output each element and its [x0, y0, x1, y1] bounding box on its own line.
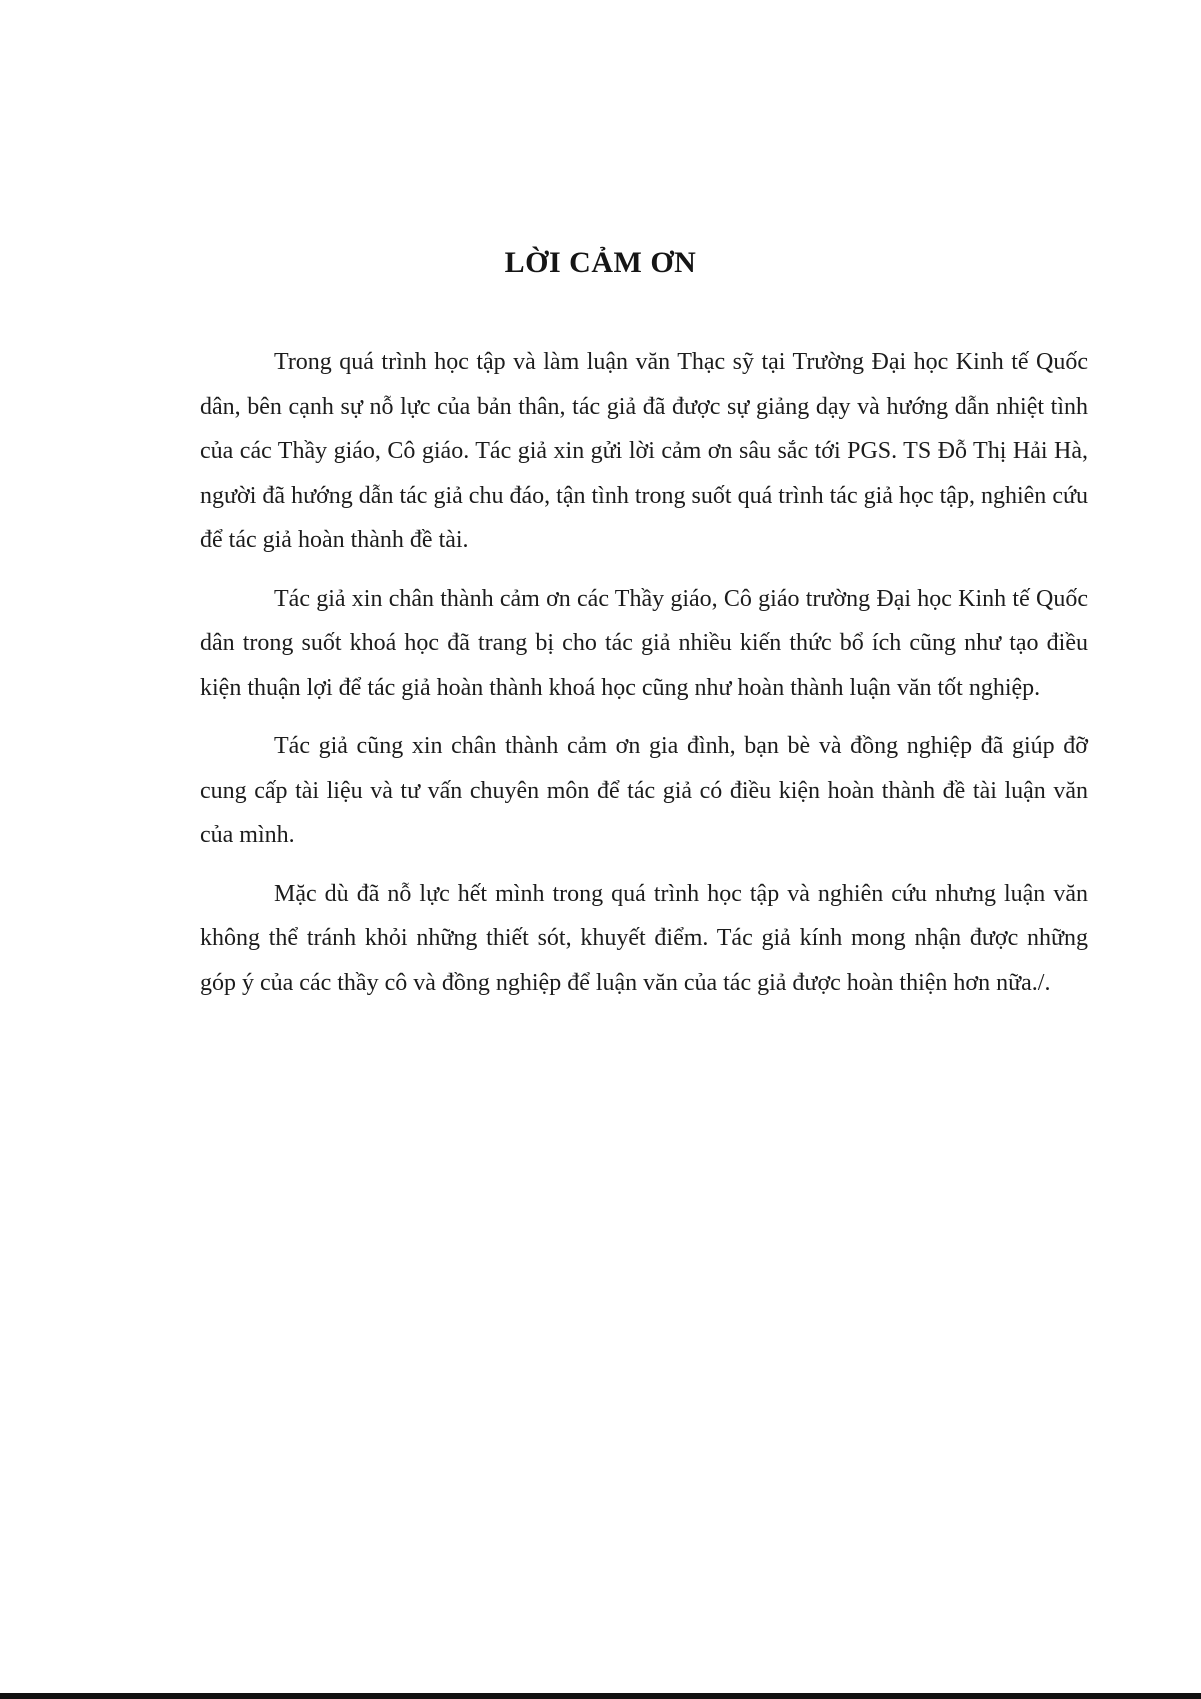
page-title: LỜI CẢM ƠN [504, 246, 697, 279]
paragraph-2: Tác giả xin chân thành cảm ơn các Thầy giáo, Cô giáo trường Đại học Kinh tế Quốc dân trong suốt khoá học đã trang bị cho tác giả nhiều kiến thức bổ ích cũng như tạo điều kiện thuận lợi để tác giả hoàn thành khoá học cũng như hoàn thành luận văn tốt nghiệp. [200, 585, 1088, 701]
acknowledgement-body [200, 340, 1088, 1019]
paragraph-4: Mặc dù đã nỗ lực hết mình trong quá trình học tập và nghiên cứu nhưng luận văn không thể tránh khỏi những thiết sót, khuyết điểm. Tác giả kính mong nhận được những góp ý của các thầy cô và đồng nghiệp để luận văn của tác giả được hoàn thiện hơn nữa./. [200, 880, 1088, 996]
paragraph-3: Tác giả cũng xin chân thành cảm ơn gia đình, bạn bè và đồng nghiệp đã giúp đỡ cung cấp tài liệu và tư vấn chuyên môn để tác giả có điều kiện hoàn thành đề tài luận văn của mình. [200, 733, 1088, 848]
page-bottom-rule [0, 1693, 1201, 1699]
paragraph-1: Trong quá trình học tập và làm luận văn Thạc sỹ tại Trường Đại học Kinh tế Quốc dân, bên cạnh sự nỗ lực của bản thân, tác giả đã được sự giảng dạy và hướng dẫn nhiệt tình của các Thầy giáo, Cô giáo. Tác giả xin gửi lời cảm ơn sâu sắc tới PGS. TS Đỗ Thị Hải Hà, người đã hướng dẫn tác giả chu đáo, tận tình trong suốt quá trình tác giả học tập, nghiên cứu để tác giả hoàn thành đề tài. [200, 349, 1088, 553]
